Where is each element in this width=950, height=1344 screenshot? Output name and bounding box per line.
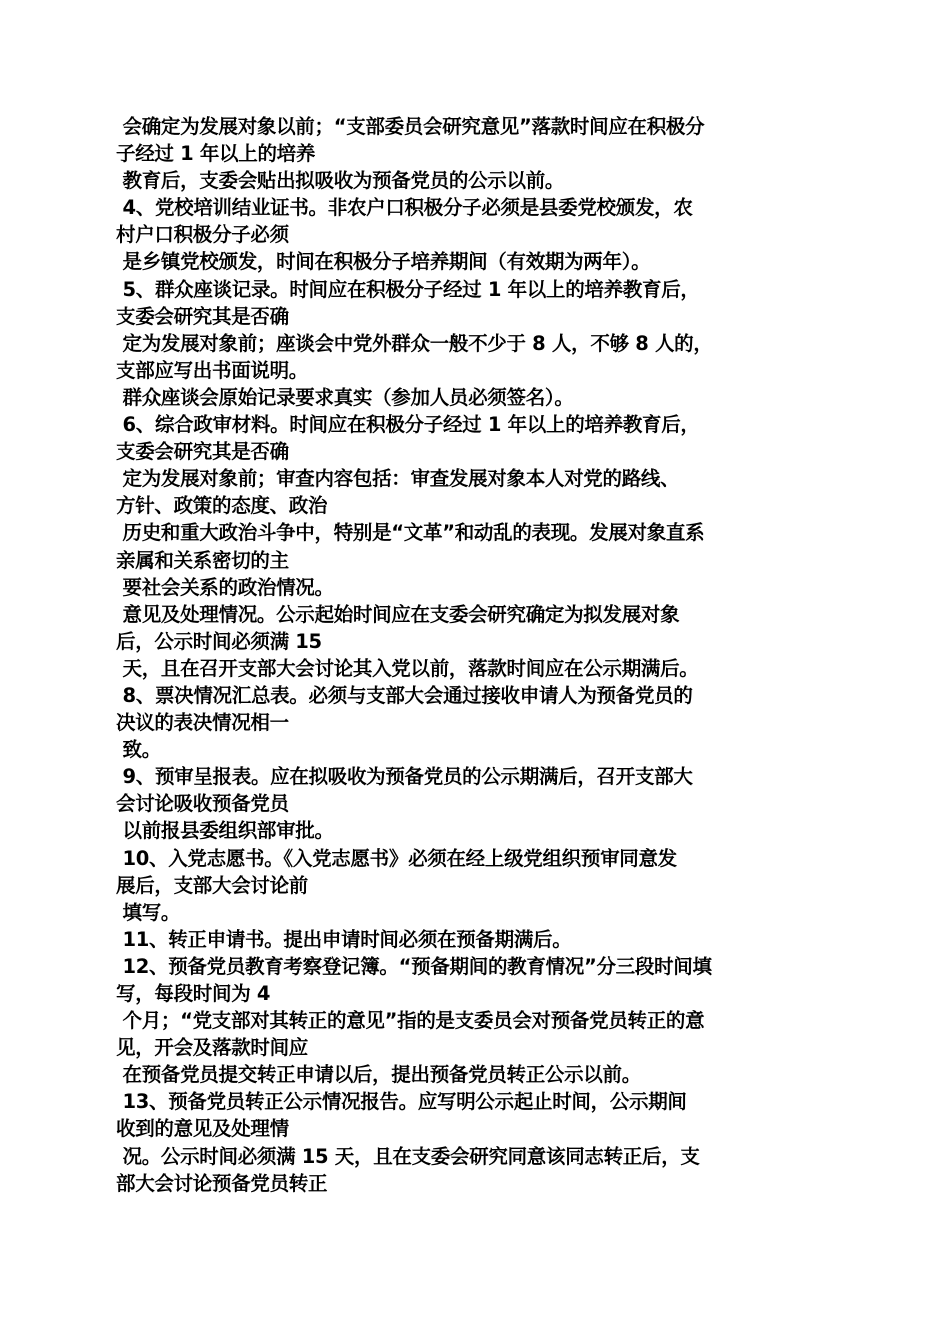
text-line: 展后，支部大会讨论前 xyxy=(116,873,309,897)
text-line: 方针、政策的态度、政治 xyxy=(116,494,328,518)
text-line: 8、票决情况汇总表。必须与支部大会通过接收申请人为预备党员的 xyxy=(116,683,693,707)
text-line: 6、综合政审材料。时间应在积极分子经过 1 年以上的培养教育后， xyxy=(116,413,700,437)
text-line: 5、群众座谈记录。时间应在积极分子经过 1 年以上的培养教育后， xyxy=(116,277,700,301)
document-body xyxy=(116,113,844,1197)
text-line: 群众座谈会原始记录要求真实（参加人员必须签名）。 xyxy=(116,385,574,409)
text-line: 村户口积极分子必须 xyxy=(116,223,289,247)
text-line: 教育后，支委会贴出拟吸收为预备党员的公示以前。 xyxy=(116,169,565,193)
text-line: 会讨论吸收预备党员 xyxy=(116,792,289,816)
text-line: 写，每段时间为 4 xyxy=(116,982,271,1005)
text-line: 支委会研究其是否确 xyxy=(116,440,289,464)
text-line: 会确定为发展对象以前；“支部委员会研究意见”落款时间应在积极分 xyxy=(116,115,705,138)
text-line: 在预备党员提交转正申请以后，提出预备党员转正公示以前。 xyxy=(116,1063,641,1087)
text-line: 亲属和关系密切的主 xyxy=(116,548,289,572)
text-line: 定为发展对象前；座谈会中党外群众一般不少于 8 人，不够 8 人的， xyxy=(116,331,713,355)
text-line: 定为发展对象前；审查内容包括：审查发展对象本人对党的路线、 xyxy=(116,467,680,491)
text-line: 9、预审呈报表。应在拟吸收为预备党员的公示期满后，召开支部大 xyxy=(116,765,693,789)
text-line: 见，开会及落款时间应 xyxy=(116,1036,309,1060)
text-line: 填写。 xyxy=(116,900,181,924)
text-line: 意见及处理情况。公示起始时间应在支委会研究确定为拟发展对象 xyxy=(116,602,680,626)
text-line: 个月；“党支部对其转正的意见”指的是支委员会对预备党员转正的意 xyxy=(116,1009,705,1033)
text-line: 要社会关系的政治情况。 xyxy=(116,575,334,599)
text-line: 子经过 1 年以上的培养 xyxy=(116,142,316,166)
text-line: 决议的表决情况相一 xyxy=(116,711,289,735)
text-line: 12、预备党员教育考察登记簿。“预备期间的教育情况”分三段时间填 xyxy=(116,954,712,978)
text-line: 13、预备党员转正公示情况报告。应写明公示起止时间，公示期间 xyxy=(116,1090,687,1114)
text-line: 历史和重大政治斗争中，特别是“文革”和动乱的表现。发展对象直系 xyxy=(116,521,705,545)
text-line: 是乡镇党校颁发，时间在积极分子培养期间（有效期为两年）。 xyxy=(116,250,651,274)
text-line: 致。 xyxy=(116,738,161,762)
text-line: 11、转正申请书。提出申请时间必须在预备期满后。 xyxy=(116,927,572,951)
text-line: 况。公示时间必须满 15 天，且在支委会研究同意该同志转正后，支 xyxy=(116,1144,700,1168)
text-line: 支委会研究其是否确 xyxy=(116,304,289,328)
text-line: 天，且在召开支部大会讨论其入党以前，落款时间应在公示期满后。 xyxy=(116,656,699,680)
text-line: 收到的意见及处理情 xyxy=(116,1117,289,1141)
text-line: 支部应写出书面说明。 xyxy=(116,358,309,382)
text-line: 后，公示时间必须满 15 xyxy=(116,629,322,653)
text-line: 以前报县委组织部审批。 xyxy=(116,819,334,843)
text-line: 10、入党志愿书。《入党志愿书》必须在经上级党组织预审同意发 xyxy=(116,846,677,870)
text-line: 4、党校培训结业证书。非农户口积极分子必须是县委党校颁发，农 xyxy=(116,196,693,220)
text-line: 部大会讨论预备党员转正 xyxy=(116,1171,328,1195)
